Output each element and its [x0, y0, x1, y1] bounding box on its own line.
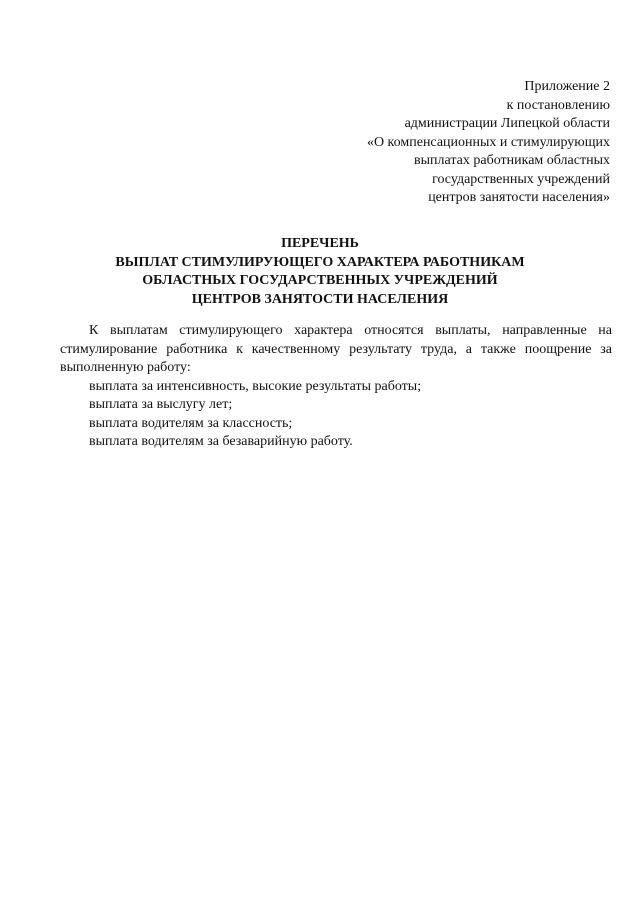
- intro-paragraph: К выплатам стимулирующего характера относятся выплаты, направленные на стимулирование работника к качественному результату труда, а также поощрение за выполненную работу:: [60, 323, 612, 375]
- annex-line: центров занятости населения»: [428, 190, 610, 205]
- title-line: ВЫПЛАТ СТИМУЛИРУЮЩЕГО ХАРАКТЕРА РАБОТНИКАМ: [115, 254, 525, 270]
- title-line: ОБЛАСТНЫХ ГОСУДАРСТВЕННЫХ УЧРЕЖДЕНИЙ: [142, 273, 498, 288]
- annex-line: «О компенсационных и стимулирующих: [366, 134, 610, 150]
- list-item: выплата за выслугу лет;: [89, 397, 233, 412]
- annex-line: государственных учреждений: [432, 171, 610, 187]
- annex-line: Приложение 2: [524, 79, 610, 94]
- payment-list: [60, 378, 612, 452]
- document-body: [60, 322, 612, 452]
- annex-header: [280, 78, 610, 208]
- annex-line: администрации Липецкой области: [404, 116, 610, 131]
- title-line: ПЕРЕЧЕНЬ: [281, 236, 359, 251]
- title-line: ЦЕНТРОВ ЗАНЯТОСТИ НАСЕЛЕНИЯ: [191, 291, 449, 307]
- list-item: выплата водителям за классность;: [89, 415, 293, 431]
- list-item: выплата водителям за безаварийную работу.: [89, 434, 353, 449]
- list-item: выплата за интенсивность, высокие результаты работы;: [89, 378, 422, 394]
- document-title: [0, 235, 640, 309]
- annex-line: к постановлению: [506, 97, 610, 113]
- annex-line: выплатах работникам областных: [414, 153, 610, 168]
